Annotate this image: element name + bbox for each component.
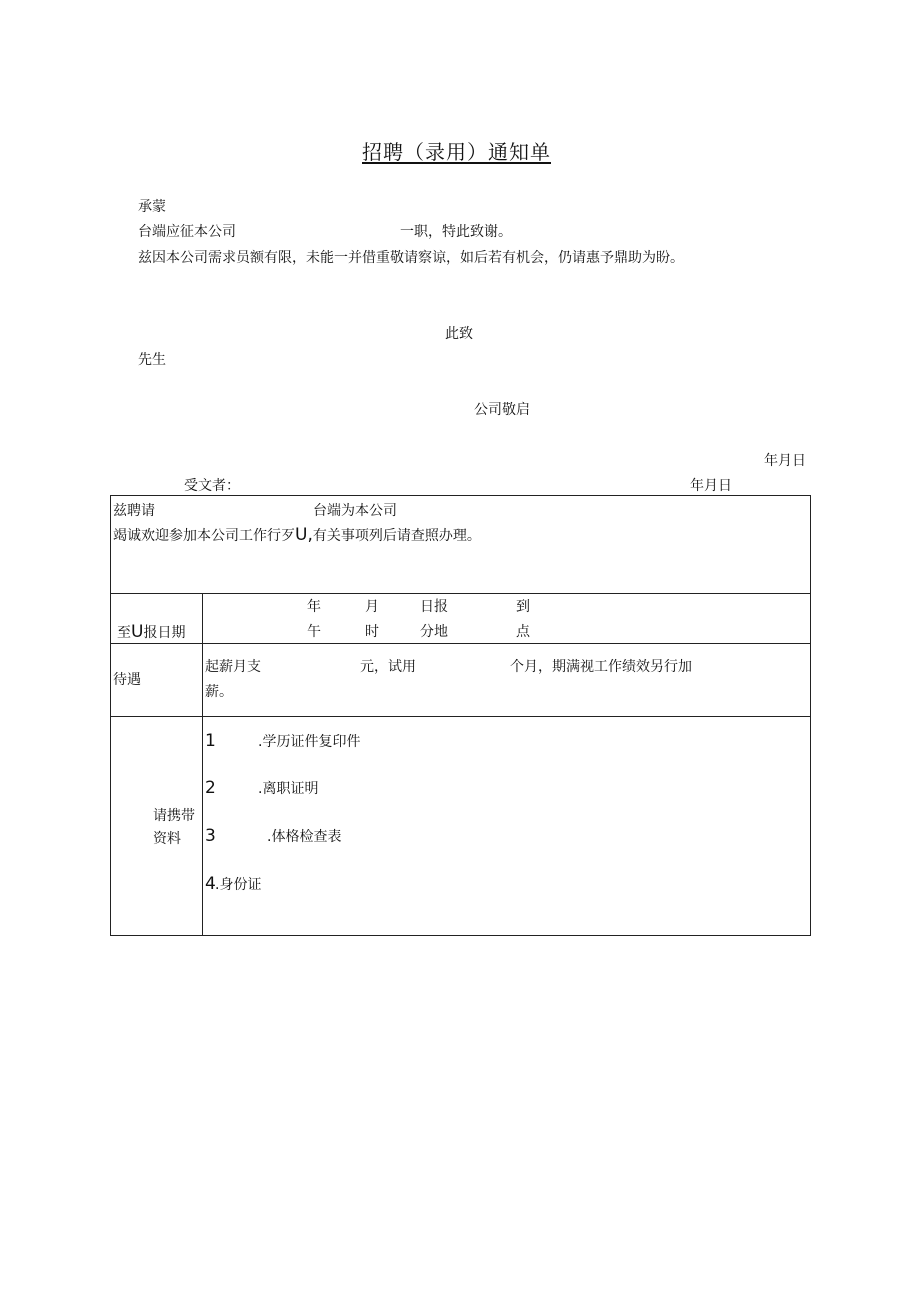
greeting-line: 承蒙 [138,199,166,215]
intro-line2-u: U, [295,525,313,545]
material-item-3-number: 3 [205,826,216,846]
salary-row [111,644,811,717]
intro-line2-b: 有关事项列后请查照办理。 [312,528,481,544]
material-item-4-text: .身份证 [215,877,262,893]
report-day: 日报 [420,599,448,615]
intro-row [111,496,811,594]
salary-label-cell [111,644,203,717]
receiver-date: 年月日 [690,478,732,494]
material-item-3-text: .体格检查表 [267,829,342,845]
report-label: 至U报日期 [117,622,186,642]
materials-label-line1: 请携带 [153,808,195,824]
intro-line2-a: 竭诚欢迎参加本公司工作行歹 [113,528,295,544]
page-title: 招聘（录用）通知单 [362,140,551,164]
position-line-end: 一职，特此致谢。 [400,224,512,240]
closing-salutation: 此致 [445,326,473,342]
receiver-label: 受文者： [184,478,240,494]
addressee: 先生 [138,352,166,368]
report-month: 月 [365,599,379,615]
report-hour: 时 [365,624,379,640]
salary-label: 待遇 [113,672,141,688]
report-detail-cell [203,594,811,644]
salary-text-line2: 薪。 [205,684,233,700]
company-signature: 公司敬启 [474,402,530,418]
intro-text-b: 台端为本公司 [313,503,397,519]
material-item-1-number: 1 [205,731,216,751]
material-item-2-number: 2 [205,778,216,798]
report-arrive: 到 [516,599,530,615]
report-label-cell [111,594,203,644]
report-row [111,594,811,644]
report-minute-place: 分地 [420,624,448,640]
report-noon: 午 [307,624,321,640]
employment-form-table [110,495,811,936]
intro-text-a: 兹聘请 [113,503,155,519]
materials-label-cell [111,717,203,936]
salary-text-a: 起薪月支 [205,659,261,675]
letter-date: 年月日 [764,453,806,469]
intro-cell [111,496,811,594]
material-item-4-number: 4 [205,874,216,894]
intro-line2 [113,526,481,545]
materials-label-line2: 资料 [153,831,181,847]
materials-row [111,717,811,936]
report-year: 年 [307,599,321,615]
position-line-start: 台端应征本公司 [138,224,236,240]
materials-list-cell [203,717,811,936]
material-item-1-text: .学历证件复印件 [258,734,361,750]
salary-text-b: 元，试用 [360,659,416,675]
material-item-2-text: .离职证明 [258,781,319,797]
salary-text-c: 个月，期满视工作绩效另行加 [510,659,692,675]
report-point: 点 [516,624,530,640]
salary-detail-cell [203,644,811,717]
rejection-body: 兹因本公司需求员额有限，未能一并借重敬请察谅，如后若有机会，仍请惠予鼎助为盼。 [138,250,684,266]
